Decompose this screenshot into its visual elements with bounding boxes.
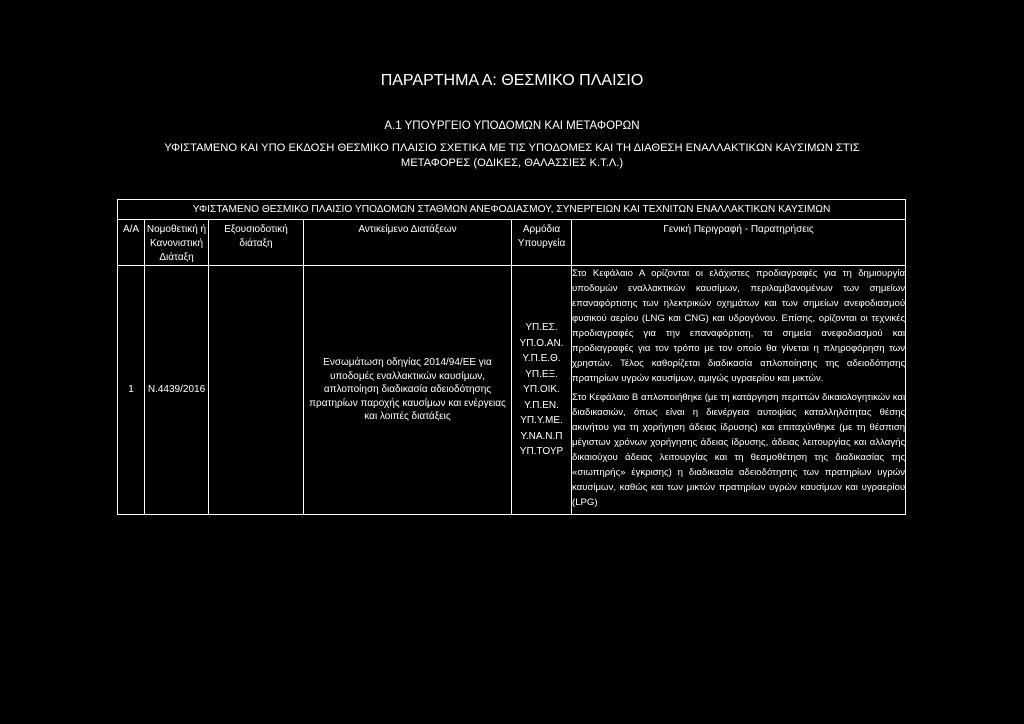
header-legal-line: Νομοθετική ή [146, 224, 207, 235]
cell-aa: 1 [118, 266, 145, 515]
cell-subject: Ενσωμάτωση οδηγίας 2014/94/ΕΕ για υποδομές εναλλακτικών καυσίμων, απλοποίηση διαδικασία αδειοδότησης πρατηρίων παροχής καυσίμων και ενέργειας και λοιπές διατάξεις [304, 266, 512, 515]
subheading-line-1: ΥΦΙΣΤΑΜΕΝΟ ΚΑΙ ΥΠΟ ΕΚΔΟΣΗ ΘΕΣΜΙΚΟ ΠΛΑΙΣΙΟ ΣΧΕΤΙΚΑ ΜΕ ΤΙΣ ΥΠΟΔΟΜΕΣ ΚΑΙ ΤΗ ΔΙΑΘΕΣΗ ΕΝΑΛΛΑΚΤΙΚΩΝ ΚΑΥΣΙΜΩΝ ΣΤΙΣ [164, 142, 860, 154]
section-title: Α.1 ΥΠΟΥΡΓΕΙΟ ΥΠΟΔΟΜΩΝ ΚΑΙ ΜΕΤΑΦΟΡΩΝ [384, 120, 640, 132]
cell-description [572, 266, 906, 515]
table-banner: ΥΦΙΣΤΑΜΕΝΟ ΘΕΣΜΙΚΟ ΠΛΑΙΣΙΟ ΥΠΟΔΟΜΩΝ ΣΤΑΘΜΩΝ ΑΝΕΦΟΔΙΑΣΜΟΥ, ΣΥΝΕΡΓΕΙΩΝ ΚΑΙ ΤΕΧΝΙΤΩΝ ΕΝΑΛΛΑΚΤΙΚΩΝ ΚΑΥΣΙΜΩΝ [118, 200, 906, 220]
header-legal-provision [145, 220, 209, 266]
header-subject: Αντικείμενο Διατάξεων [304, 220, 512, 266]
legislation-table [117, 199, 906, 515]
ministry-item: ΥΠ.ΕΞ. [525, 368, 558, 380]
header-enabling-provision [209, 220, 304, 266]
ministry-item: ΥΠ.Ο.ΑΝ. [519, 337, 564, 349]
description-paragraph: Στο Κεφάλαιο Β απλοποιήθηκε (με τη κατάργηση περιττών δικαιολογητικών και διαδικασιών, όπως είναι η διενέργεια αυτοψίας καταλληλότητας θέσης ακινήτου για τη χορήγηση άδειας ίδρυσης) και επιταχύνθηκε (με τη θέσπιση μέγιστων χρόνων χορήγησης άδειας ίδρυσης, άδειας λειτουργίας και αλλαγής δικαιούχου άδειας λειτουργίας και τη θεσμοθέτηση της διαδικασίας της «σιωπηρής» έγκρισης) η διαδικασία αδειοδότησης των πρατηρίων υγρών καυσίμων, καθώς και των μικτών πρατηρίων υγρών καυσίμων και υγραερίου (LPG) [572, 392, 906, 508]
table-row [118, 266, 906, 515]
header-enabling-line: Εξουσιοδοτική [224, 224, 288, 235]
section-subheading [100, 141, 924, 171]
ministry-item: ΥΠ.Υ.ΜΕ. [520, 415, 563, 427]
description-paragraph: Στο Κεφάλαιο Α ορίζονται οι ελάχιστες προδιαγραφές για τη δημιουργία υποδομών εναλλακτικών καυσίμων, περιλαμβανομένων των σημείων επαναφόρτισης των ηλεκτρικών οχημάτων και των σημείων ανεφοδιασμού φυσικού αερίου (LNG και CNG) και υδρογόνου. Επίσης, ορίζονται οι τεχνικές προδιαγραφές για την επαναφόρτιση, τα σημεία ανεφοδιασμού και προδιαγραφές για τον τρόπο με τον οποίο θα γίνεται η πληροφόρηση των χρηστών. Τέλος καθορίζεται διαδικασία απλοποίησης της αδειοδότησης πρατηρίων υγρών καυσίμων, αμιγώς υγραερίου και μικτών. [572, 268, 906, 384]
ministry-item: ΥΠ.ΕΣ. [525, 322, 558, 334]
header-ministries [512, 220, 572, 266]
ministry-item: ΥΠ.ΟΙΚ. [523, 384, 560, 396]
header-enabling-line: διάταξη [239, 238, 273, 249]
ministry-item: Υ.Π.Ε.Θ. [522, 353, 561, 365]
cell-law: Ν.4439/2016 [145, 266, 209, 515]
header-aa: Α/Α [118, 220, 145, 266]
cell-ministries [512, 266, 572, 515]
page-title: ΠΑΡΑΡΤΗΜΑ Α: ΘΕΣΜΙΚΟ ΠΛΑΙΣΙΟ [380, 72, 644, 89]
cell-enabling [209, 266, 304, 515]
header-legal-line: Διάταξη [159, 252, 194, 263]
header-legal-line: Κανονιστική [149, 238, 204, 249]
ministry-item: Υ.Π.ΕΝ. [524, 399, 559, 411]
subheading-line-2: ΜΕΤΑΦΟΡΕΣ (ΟΔΙΚΕΣ, ΘΑΛΑΣΣΙΕΣ Κ.Τ.Λ.) [400, 157, 624, 169]
header-description: Γενική Περιγραφή - Παρατηρήσεις [572, 220, 906, 266]
header-ministries-line: Υπουργεία [517, 238, 566, 249]
ministry-item: ΥΠ.ΤΟΥΡ [519, 446, 564, 458]
ministry-item: Υ.ΝΑ.Ν.Π [520, 430, 563, 442]
header-ministries-line: Αρμόδια [522, 224, 561, 235]
